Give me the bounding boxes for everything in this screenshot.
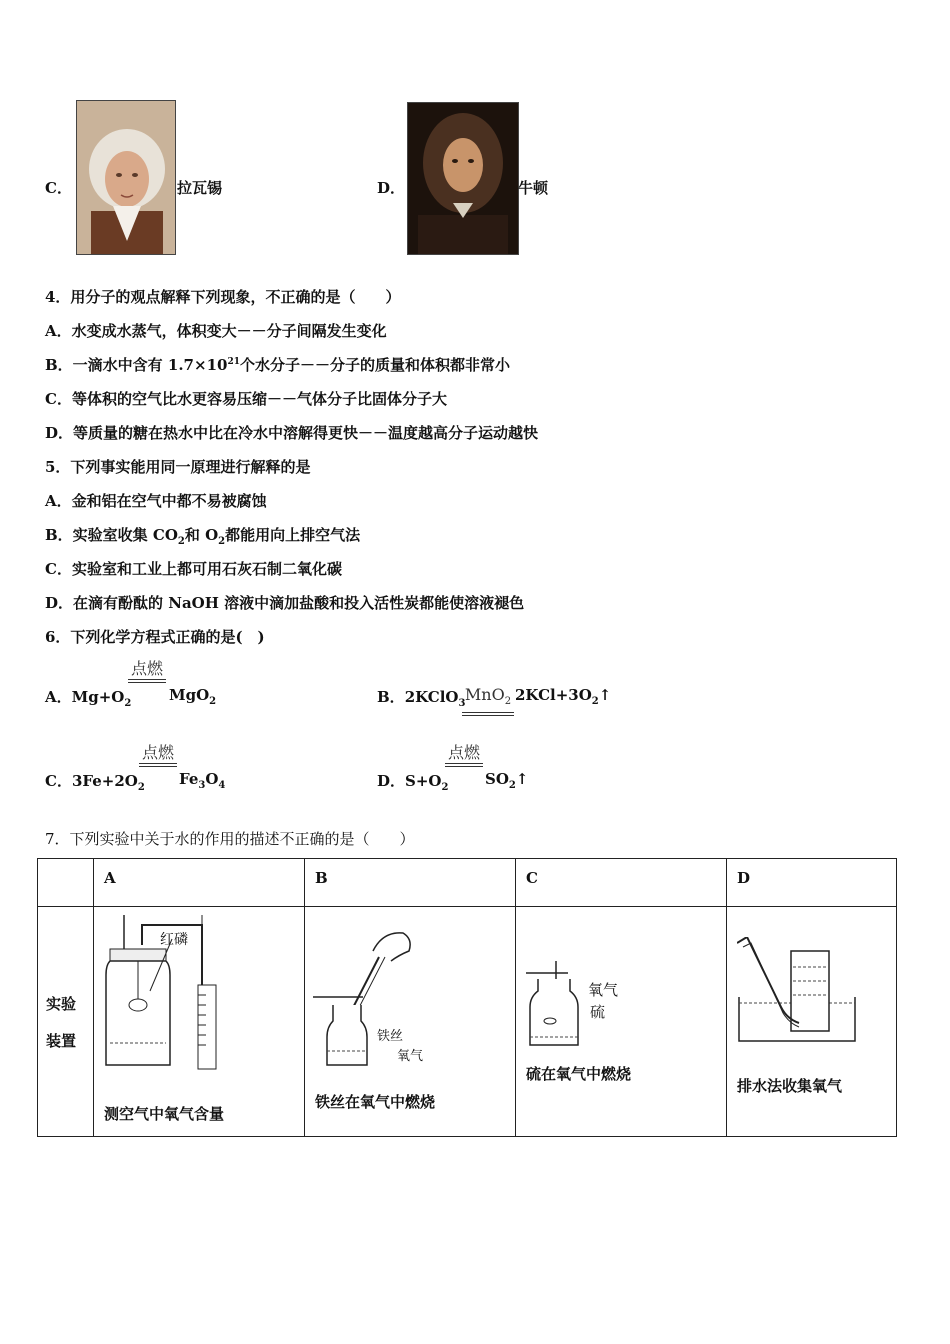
- oxygen-label-c: 氧气: [588, 981, 619, 999]
- option-d-letter: D．: [377, 179, 406, 197]
- q7-caption-b: 铁丝在氧气中燃烧: [315, 1093, 436, 1111]
- q6-c-product: $Fe_3O_4$: [179, 770, 226, 791]
- q7-header-a: A: [94, 859, 305, 907]
- q7-header-d: D: [727, 859, 897, 907]
- q5-option-a: A．金和铝在空气中都不易被腐蚀: [45, 492, 267, 510]
- sulfur-combustion-diagram: [526, 961, 596, 1051]
- q7-caption-c: 硫在氧气中燃烧: [526, 1065, 632, 1083]
- q4-option-b: B．一滴水中含有 $1.7\times 10^{21}$个水分子－－分子的质量和体积都非常小: [45, 356, 510, 374]
- q6-option-b: B．2KClO$_3$: [377, 688, 466, 709]
- q7-cell-c: [516, 907, 727, 1137]
- q6-option-a: A．$Mg+O_2$: [45, 688, 132, 709]
- q7-stem: 7．下列实验中关于水的作用的描述不正确的是（ ）: [45, 830, 415, 848]
- q6-d-condition: 点燃: [445, 744, 483, 767]
- q7-header-c: C: [516, 859, 727, 907]
- oxygen-label-b: 氧气: [397, 1049, 424, 1064]
- q4-option-d: D．等质量的糖在热水中比在冷水中溶解得更快－－温度越高分子运动越快: [45, 424, 539, 442]
- q7-header-b: B: [305, 859, 516, 907]
- q7-corner-cell: [38, 859, 94, 907]
- q5-option-b: B．实验室收集 $CO_2$和 $O_2$都能用向上排空气法: [45, 526, 361, 547]
- sulfur-label: 硫: [590, 1003, 606, 1021]
- q5-option-c: C．实验室和工业上都可用石灰石制二氧化碳: [45, 560, 342, 578]
- water-displacement-diagram: [737, 937, 867, 1047]
- option-c-name: 拉瓦锡: [177, 179, 223, 197]
- q6-b-condition: MnO$_2$: [462, 686, 514, 716]
- lavoisier-portrait: [76, 100, 176, 255]
- q6-a-product: MgO$_2$: [169, 686, 217, 707]
- q7-cell-b: [305, 907, 516, 1137]
- q5-option-d: D．在滴有酚酞的 NaOH 溶液中滴加盐酸和投入活性炭都能使溶液褪色: [45, 594, 525, 612]
- q5-stem: 5．下列事实能用同一原理进行解释的是: [45, 458, 311, 476]
- newton-portrait: [407, 102, 519, 255]
- q6-option-d: D．$S+O_2$: [377, 772, 449, 793]
- q7-caption-a: 测空气中氧气含量: [104, 1105, 225, 1123]
- q6-option-c: C．$3Fe+2O_2$: [45, 772, 145, 793]
- option-c-letter: C．: [45, 179, 72, 197]
- q6-b-product: $2KCl+3O_2↑$: [515, 686, 612, 707]
- iron-wire-label: 铁丝: [377, 1029, 404, 1044]
- option-d-name: 牛顿: [518, 179, 549, 197]
- q6-c-condition: 点燃: [139, 744, 177, 767]
- q6-a-condition: 点燃: [128, 660, 166, 683]
- q7-row-label: 实验 装置: [38, 907, 94, 1137]
- q4-stem: 4．用分子的观点解释下列现象，不正确的是（ ）: [45, 288, 401, 306]
- q6-d-product: $SO_2↑$: [485, 770, 529, 791]
- q6-stem: 6．下列化学方程式正确的是( ): [45, 628, 265, 646]
- q7-cell-d: [727, 907, 897, 1137]
- q7-caption-d: 排水法收集氧气: [737, 1077, 843, 1095]
- q4-option-a: A．水变成水蒸气，体积变大－－分子间隔发生变化: [45, 322, 387, 340]
- q7-cell-a: [94, 907, 305, 1137]
- red-phosphorus-label: 红磷: [160, 932, 188, 948]
- q4-option-c: C．等体积的空气比水更容易压缩－－气体分子比固体分子大: [45, 390, 447, 408]
- q7-table: [37, 858, 897, 1137]
